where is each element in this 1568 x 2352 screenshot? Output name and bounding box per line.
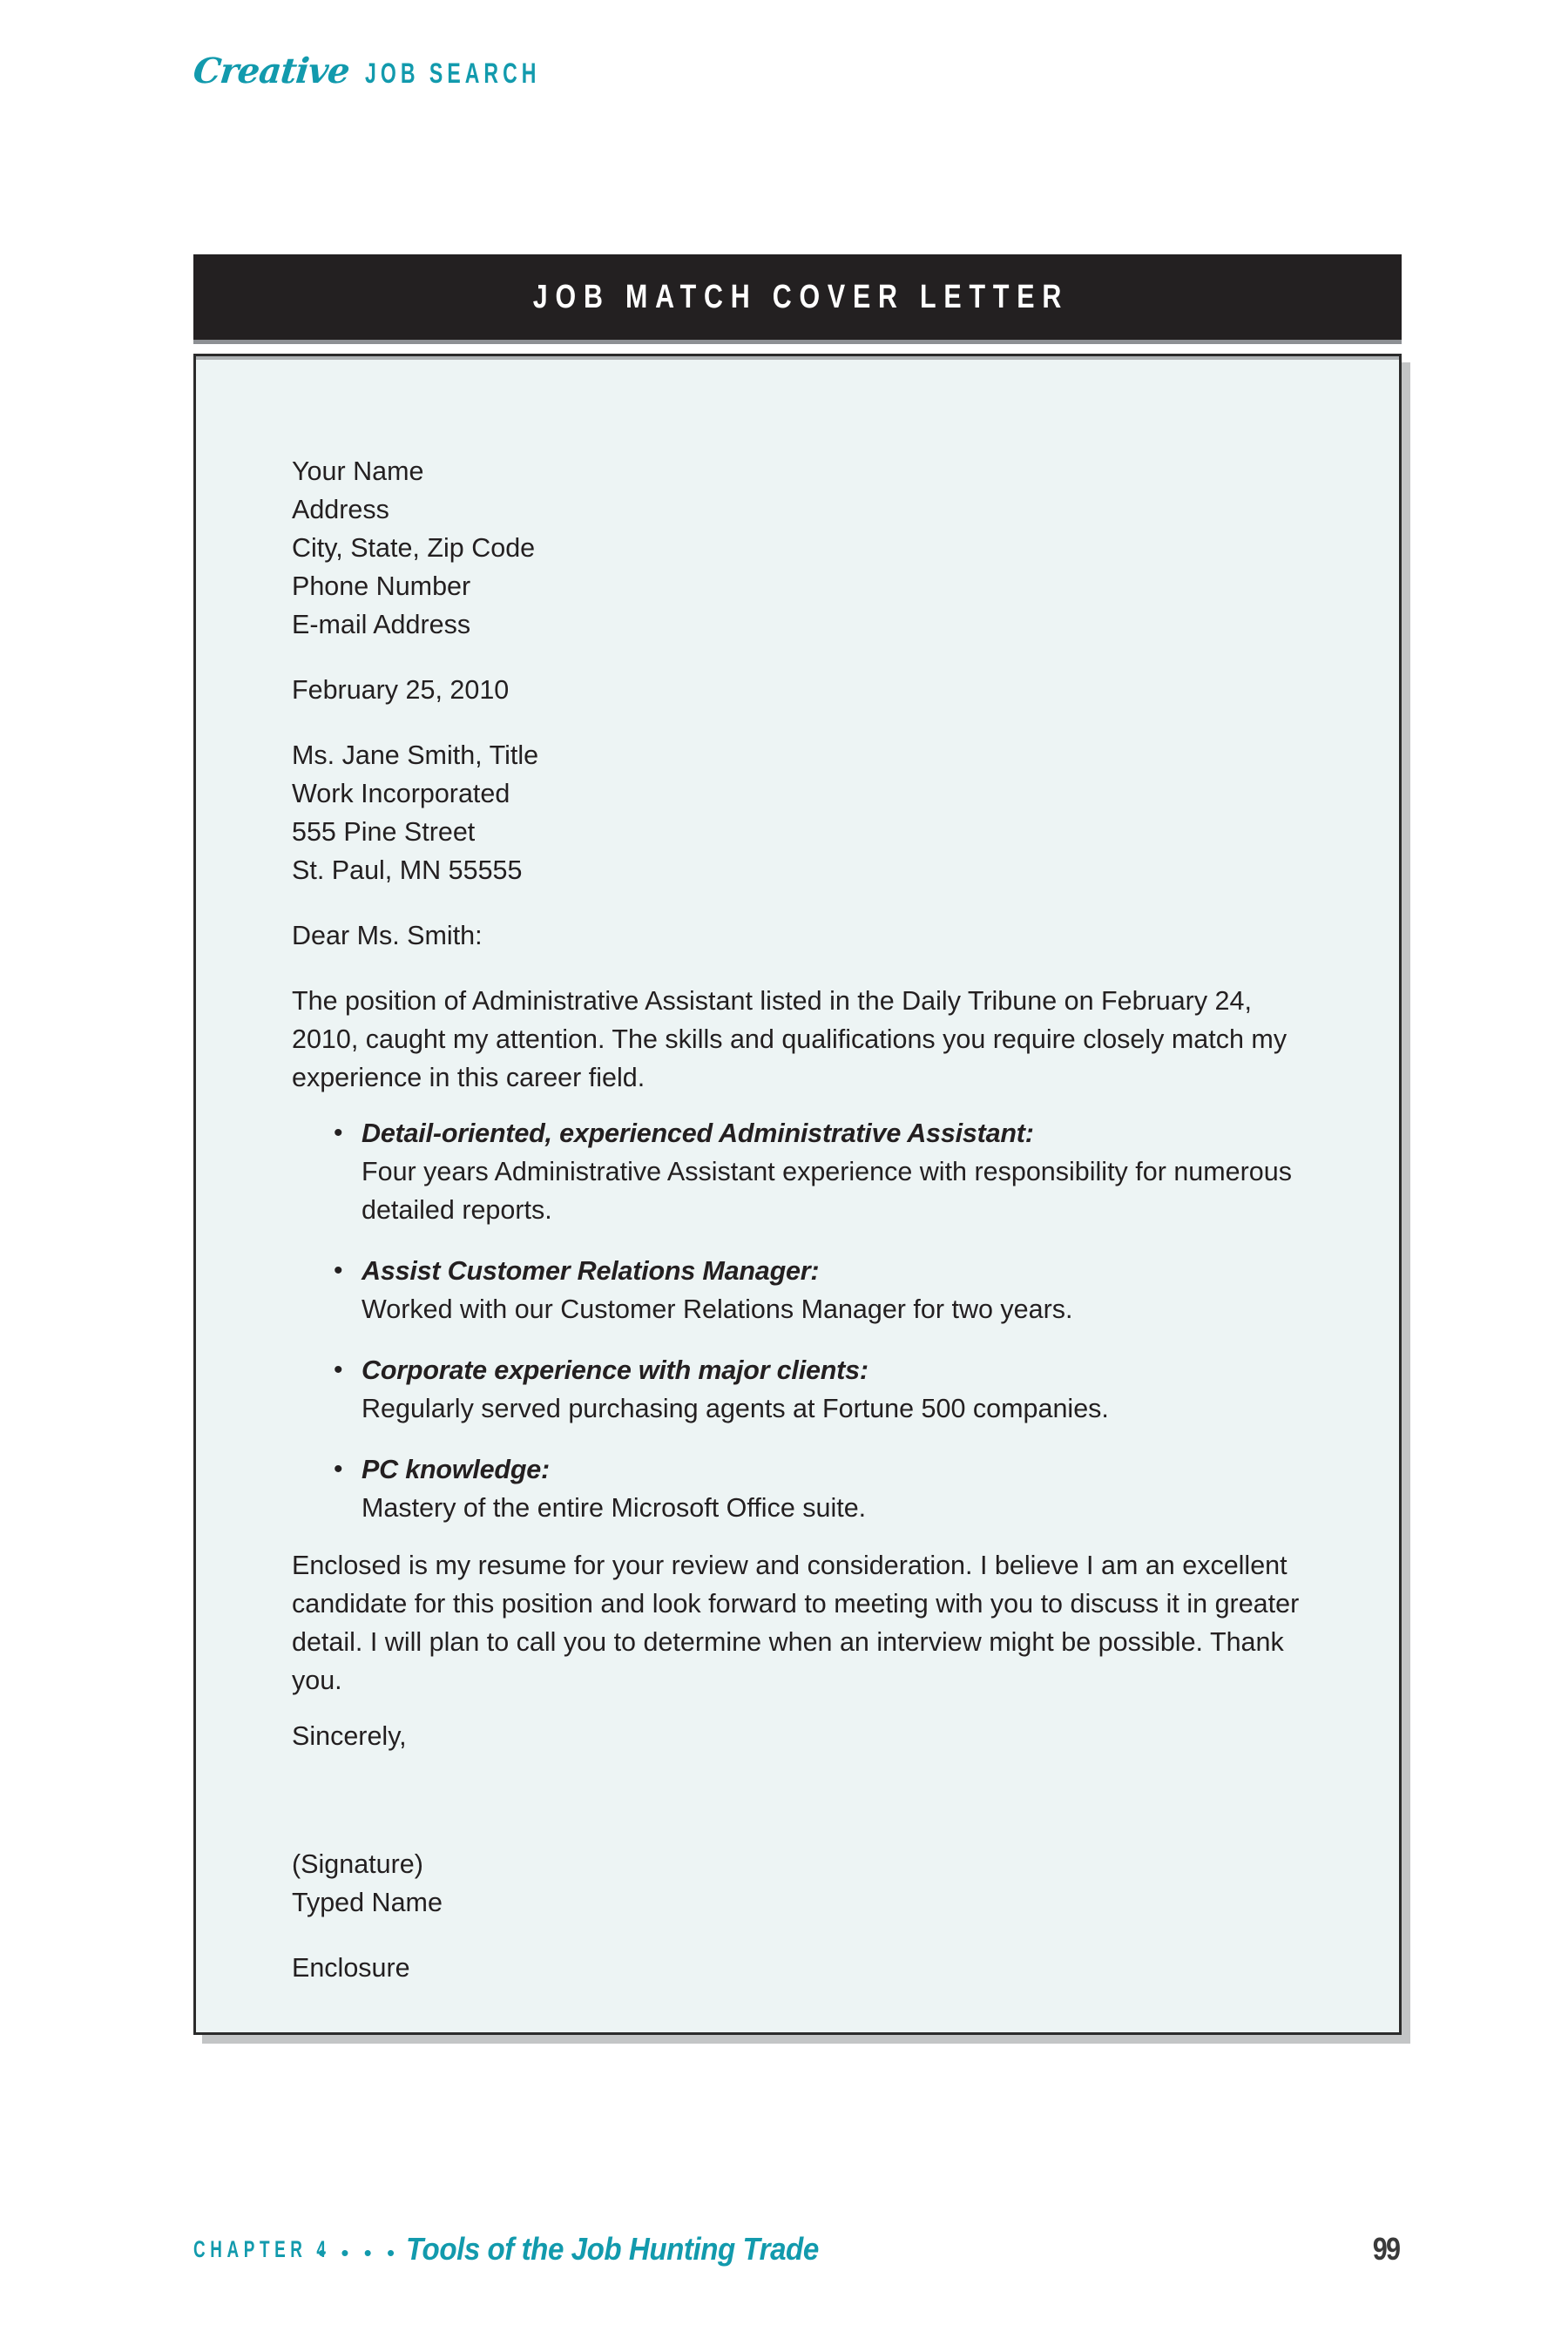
- list-item-description: Worked with our Customer Relations Manager for two years.: [362, 1294, 1073, 1324]
- footer-chapter-label: CHAPTER 4: [193, 2235, 331, 2262]
- page-title: JOB MATCH COVER LETTER: [533, 278, 1070, 315]
- signature-space: [292, 1782, 1311, 1845]
- document-title-bar: [193, 254, 1402, 340]
- brand-caps-word: JOB SEARCH: [364, 57, 541, 89]
- typed-name-placeholder: Typed Name: [292, 1888, 443, 1917]
- qualifications-list: [292, 1114, 1311, 1527]
- list-item-description: Four years Administrative Assistant experience with responsibility for numerous detailed reports.: [362, 1157, 1292, 1225]
- opening-paragraph: The position of Administrative Assistant listed in the Daily Tribune on February 24, 2010, caught my attention. The skills and qualifications you require closely match my experience in this career field.: [292, 986, 1288, 1092]
- signature-placeholder: (Signature): [292, 1849, 423, 1879]
- brand-header: [193, 51, 608, 91]
- letter-date: February 25, 2010: [292, 675, 510, 705]
- list-item: [334, 1450, 1311, 1527]
- list-item-heading: Detail-oriented, experienced Administrative Assistant:: [362, 1119, 1034, 1148]
- letter-card-top-rule: [196, 356, 1399, 360]
- letter-card: [193, 354, 1402, 2035]
- sender-line: Your Name: [292, 456, 424, 486]
- list-item-heading: PC knowledge:: [362, 1455, 551, 1484]
- list-item-description: Mastery of the entire Microsoft Office suite.: [362, 1493, 867, 1523]
- sender-line: Phone Number: [292, 571, 471, 601]
- bullet-icon: •: [334, 1256, 343, 1285]
- recipient-line: 555 Pine Street: [292, 817, 476, 847]
- list-item-heading: Assist Customer Relations Manager:: [362, 1256, 820, 1286]
- sender-address-block: [292, 452, 1311, 644]
- bullet-icon: •: [334, 1455, 343, 1484]
- recipient-address-block: [292, 736, 1311, 889]
- enclosure-note: Enclosure: [292, 1953, 410, 1983]
- sender-line: E-mail Address: [292, 610, 471, 639]
- list-item: [334, 1114, 1311, 1229]
- title-bar-underline: [193, 340, 1402, 344]
- closing-paragraph: Enclosed is my resume for your review and consideration. I believe I am an excellent candidate for this position and look forward to meeting with you to discuss it in greater detail. I will plan to call you to determine when an interview might be possible. Thank you.: [292, 1551, 1300, 1695]
- bullet-icon: •: [334, 1119, 343, 1147]
- complimentary-close: Sincerely,: [292, 1721, 407, 1751]
- page-footer: [193, 2223, 1402, 2275]
- list-item-heading: Corporate experience with major clients:: [362, 1355, 868, 1385]
- list-item: [334, 1252, 1311, 1328]
- recipient-line: Ms. Jane Smith, Title: [292, 740, 539, 770]
- signature-block: [292, 1845, 1311, 1922]
- letter-body: [292, 452, 1311, 2014]
- list-item: [334, 1351, 1311, 1428]
- list-item-description: Regularly served purchasing agents at Fortune 500 companies.: [362, 1394, 1109, 1423]
- recipient-line: St. Paul, MN 55555: [292, 855, 523, 885]
- brand-script-word: Creative: [191, 51, 352, 91]
- recipient-line: Work Incorporated: [292, 779, 510, 808]
- page-number: 99: [1372, 2231, 1400, 2267]
- bullet-icon: •: [334, 1355, 343, 1384]
- sender-line: City, State, Zip Code: [292, 533, 536, 563]
- footer-chapter-title: Tools of the Job Hunting Trade: [406, 2231, 819, 2267]
- footer-dot-separator: • • • •: [318, 2239, 400, 2266]
- sender-line: Address: [292, 495, 389, 524]
- salutation: Dear Ms. Smith:: [292, 921, 483, 950]
